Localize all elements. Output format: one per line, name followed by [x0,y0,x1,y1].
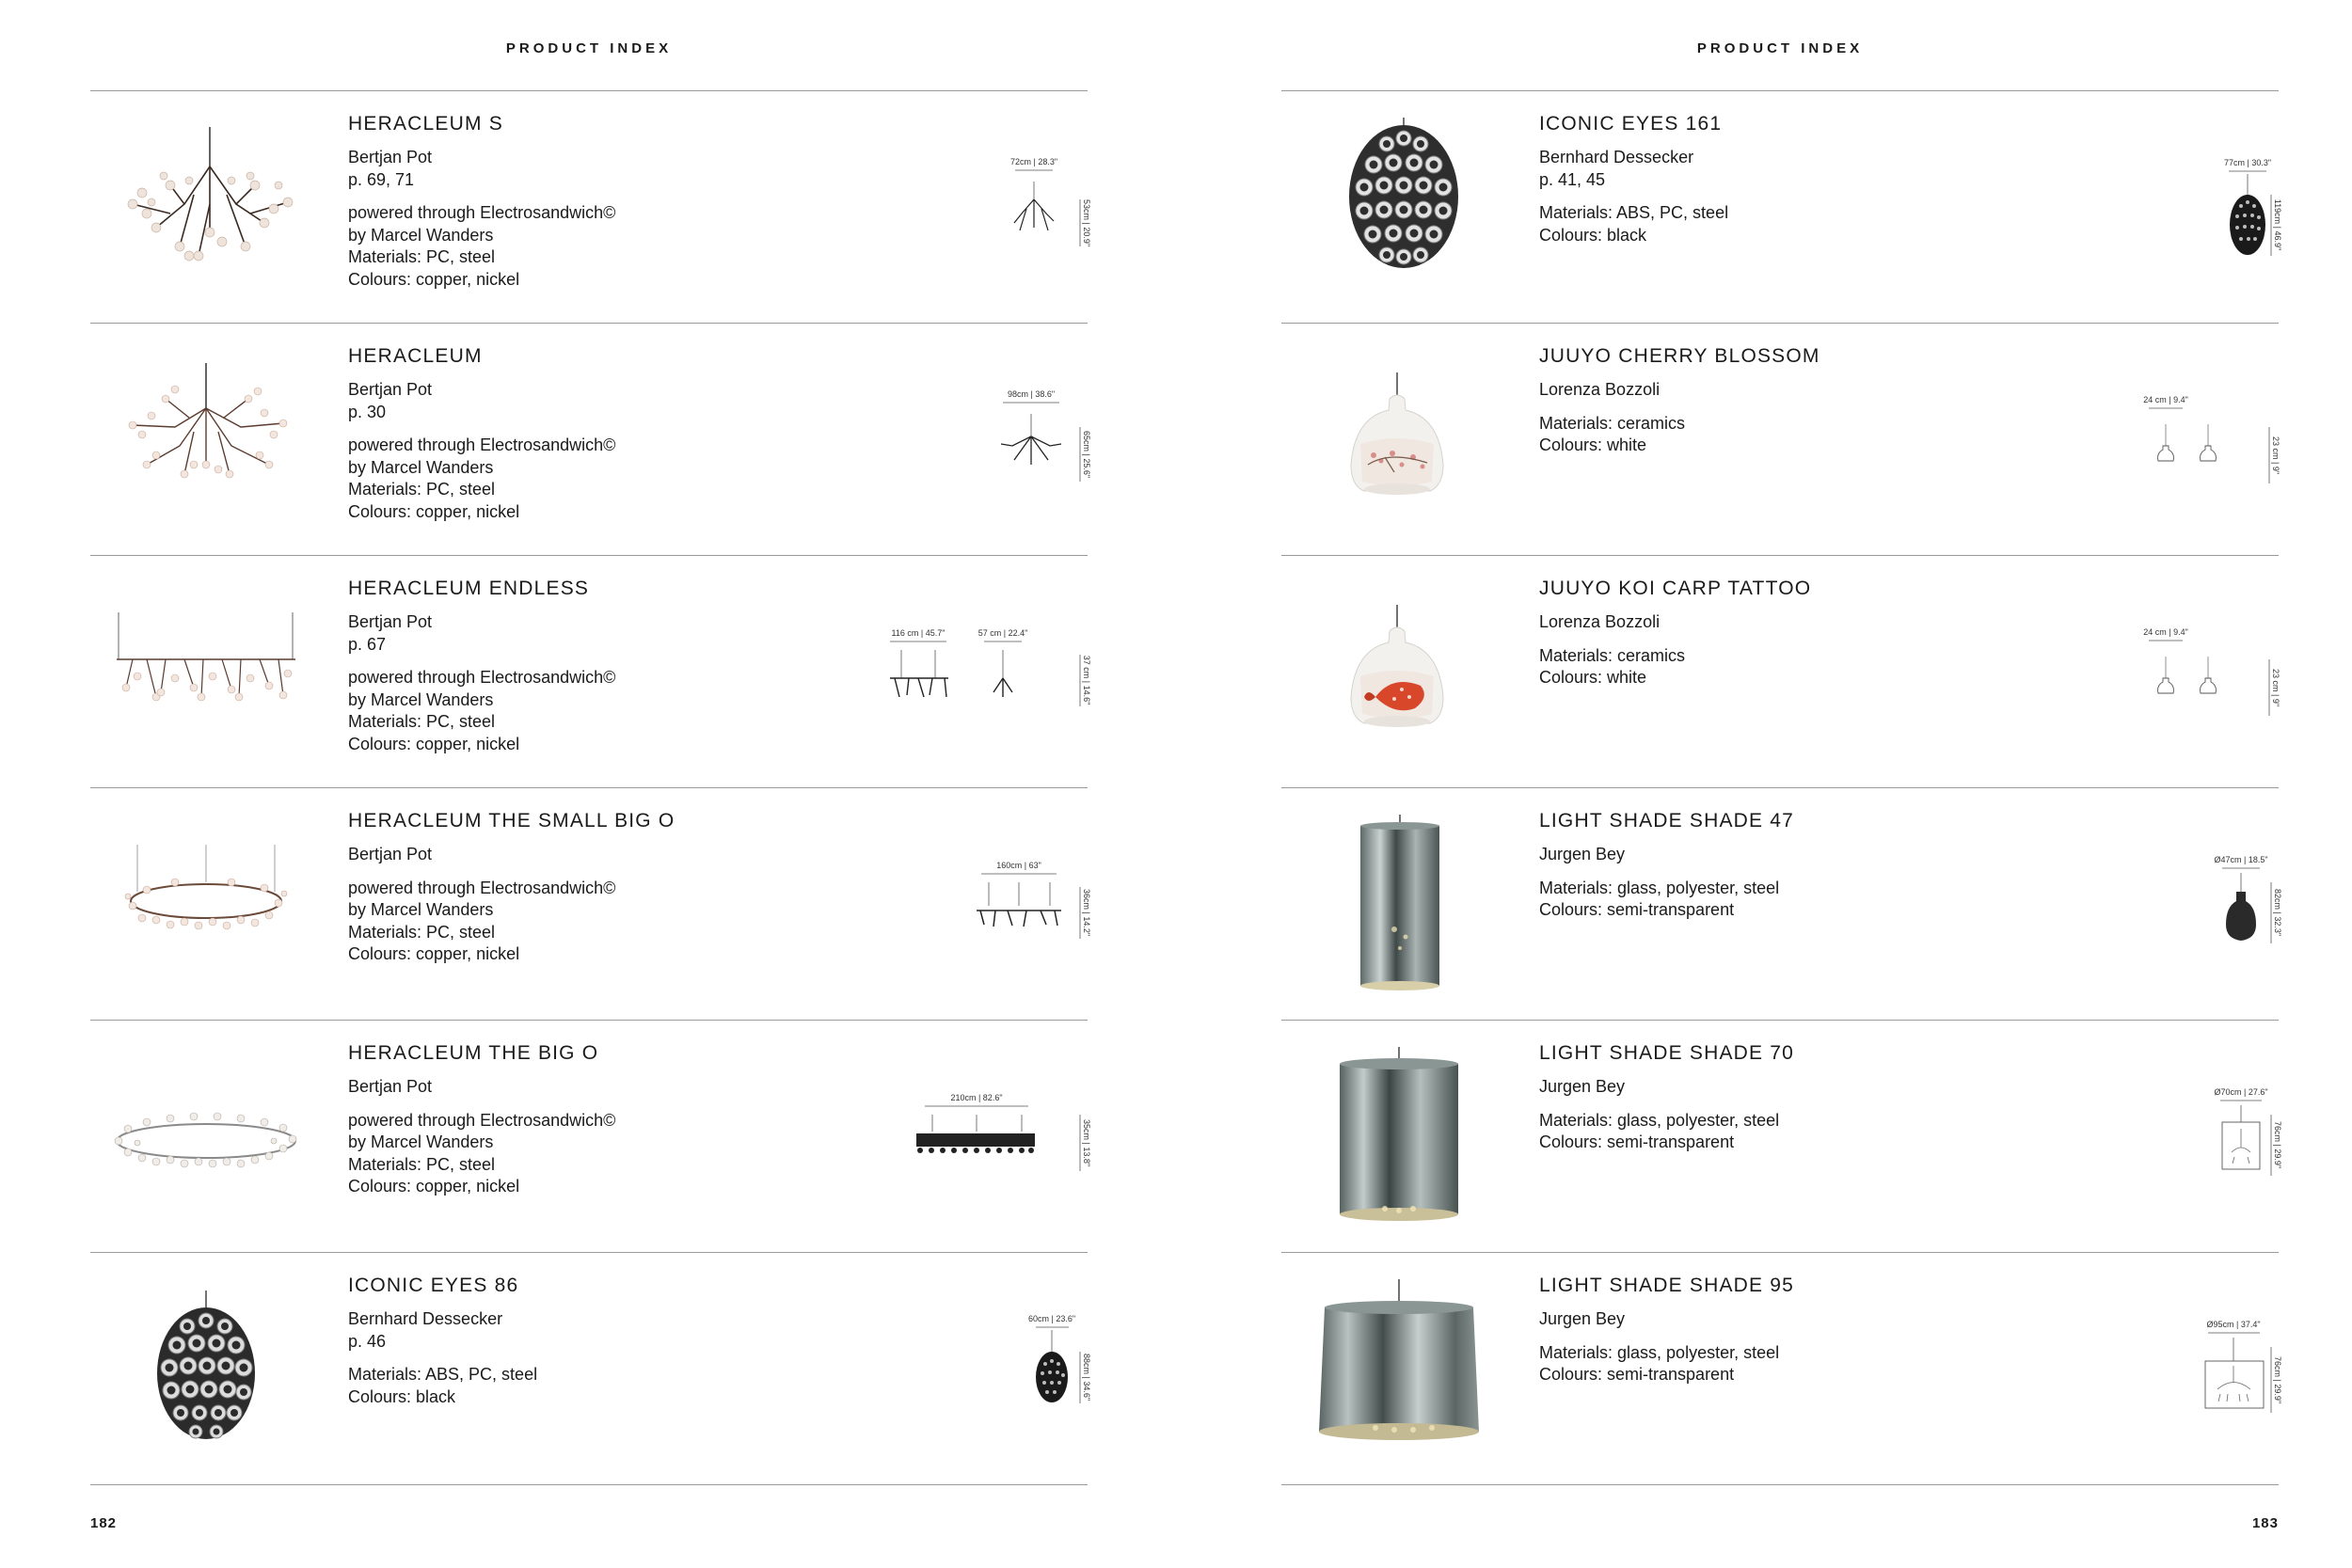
egg-pendant-icon [1281,91,1513,324]
product-colours: Colours: copper, nickel [348,269,520,289]
ring-pendant-icon [90,1021,322,1253]
product-materials: Materials: glass, polyester, steel [1539,1110,1780,1130]
svg-text:119cm | 46.9": 119cm | 46.9" [2273,198,2282,251]
heracleum-photo [90,324,322,556]
product-colours: Colours: copper, nickel [348,734,520,753]
product-powered-by: by Marcel Wanders [348,1132,494,1151]
product-colours: Colours: black [1539,225,1647,245]
left-page [90,0,1091,1568]
product-info [1539,1274,2066,1386]
product-name: ICONIC EYES 161 [1539,113,1723,135]
product-designer: Bertjan Pot [348,845,433,863]
product-name: HERACLEUM S [348,113,503,135]
product-entry [1281,1021,2282,1253]
product-info [348,1274,875,1408]
dimension-diagram [2137,556,2279,788]
svg-text:82cm | 32.3": 82cm | 32.3" [2273,888,2282,937]
product-info [348,577,875,755]
svg-text:23 cm | 9": 23 cm | 9" [2271,436,2280,475]
page-header: PRODUCT INDEX [1696,40,1864,56]
product-pages: p. 69, 71 [348,169,415,189]
product-entry [1281,556,2279,788]
svg-text:Ø95cm | 37.4": Ø95cm | 37.4" [2206,1320,2261,1329]
product-entry [90,1021,1091,1253]
product-entry [90,556,1091,788]
product-name: HERACLEUM THE BIG O [348,1042,599,1064]
product-materials: Materials: PC, steel [348,712,496,731]
svg-text:36cm | 14.2": 36cm | 14.2" [1082,888,1091,937]
light-shade-70-photo [1281,1021,1513,1253]
dimension-diagram [909,1021,1091,1253]
dimension-diagram [862,556,1091,788]
product-colours: Colours: semi-transparent [1539,1365,1735,1384]
product-materials: Materials: glass, polyester, steel [1539,878,1780,897]
product-powered-by: by Marcel Wanders [348,225,494,245]
cylinder-shade-icon [1281,788,1513,1021]
branch-linear-icon [90,556,322,788]
bell-pendant-icon [1281,556,1513,788]
product-entry [1281,788,2282,1021]
iconic-eyes-86-photo [90,1253,322,1485]
product-pages: p. 46 [348,1331,387,1351]
product-materials: Materials: PC, steel [348,922,496,942]
cylinder-shade-icon [1281,1021,1513,1253]
svg-text:24 cm | 9.4": 24 cm | 9.4" [2143,627,2188,637]
dimension-diagram [2137,324,2279,556]
product-powered-by: by Marcel Wanders [348,689,494,709]
divider [90,1484,1088,1485]
svg-text:60cm | 23.6": 60cm | 23.6" [1027,1314,1076,1323]
product-colours: Colours: copper, nickel [348,1177,520,1196]
heracleum-endless-photo [90,556,322,788]
branch-pendant-icon [90,91,322,324]
product-designer: Jurgen Bey [1539,845,1626,863]
product-designer: Lorenza Bozzoli [1539,612,1661,631]
svg-text:76cm | 29.9": 76cm | 29.9" [2273,1120,2282,1169]
dim-height: 53cm | 20.9" [1082,198,1091,247]
product-pages: p. 67 [348,634,387,654]
divider [1281,1484,2279,1485]
product-name: HERACLEUM THE SMALL BIG O [348,810,675,832]
product-designer: Bertjan Pot [348,148,433,166]
product-designer: Bernhard Dessecker [348,1309,503,1328]
product-name: HERACLEUM [348,345,483,367]
product-designer: Jurgen Bey [1539,1309,1626,1328]
product-materials: Materials: ABS, PC, steel [348,1365,538,1384]
dimension-diagram [2100,1253,2282,1485]
product-materials: Materials: glass, polyester, steel [1539,1342,1780,1362]
page-header: PRODUCT INDEX [505,40,673,56]
product-designer: Jurgen Bey [1539,1077,1626,1096]
product-name: ICONIC EYES 86 [348,1275,519,1296]
dimension-diagram [2100,91,2282,324]
product-info [1539,112,2066,246]
product-info [348,1041,875,1198]
product-info [348,112,875,291]
product-colours: Colours: white [1539,668,1647,687]
svg-text:160cm | 63": 160cm | 63" [996,861,1041,870]
product-powered-by: by Marcel Wanders [348,457,494,477]
svg-text:76cm | 29.9": 76cm | 29.9" [2273,1355,2282,1404]
dimension-diagram [909,91,1091,324]
iconic-eyes-161-photo [1281,91,1513,324]
product-powered: powered through Electrosandwich© [348,203,616,222]
product-powered: powered through Electrosandwich© [348,878,616,897]
product-entry [1281,1253,2282,1485]
svg-text:210cm | 82.6": 210cm | 82.6" [950,1093,1003,1102]
product-powered: powered through Electrosandwich© [348,1110,616,1130]
dimension-diagram [2100,1021,2282,1253]
product-materials: Materials: PC, steel [348,480,496,499]
product-powered-by: by Marcel Wanders [348,900,494,919]
dimension-diagram [909,1253,1091,1485]
product-entry [90,788,1091,1021]
svg-text:88cm | 34.6": 88cm | 34.6" [1082,1353,1091,1402]
product-pages: p. 30 [348,402,387,421]
product-name: JUUYO CHERRY BLOSSOM [1539,345,1820,367]
svg-text:77cm | 30.3": 77cm | 30.3" [2223,158,2272,167]
product-materials: Materials: ceramics [1539,413,1686,433]
product-entry [90,91,1091,324]
product-designer: Bertjan Pot [348,612,433,631]
product-entry [90,1253,1091,1485]
svg-text:116 cm | 45.7": 116 cm | 45.7" [891,628,946,638]
product-name: HERACLEUM ENDLESS [348,578,590,599]
light-shade-47-photo [1281,788,1513,1021]
svg-text:Ø47cm | 18.5": Ø47cm | 18.5" [2214,855,2268,864]
egg-pendant-icon [90,1253,322,1485]
product-entry [1281,324,2279,556]
product-designer: Bertjan Pot [348,380,433,399]
dim-width: 72cm | 28.3" [1009,157,1058,166]
product-info [1539,809,2066,922]
product-designer: Lorenza Bozzoli [1539,380,1661,399]
svg-text:Ø70cm | 27.6": Ø70cm | 27.6" [2214,1087,2268,1097]
product-colours: Colours: copper, nickel [348,501,520,521]
product-materials: Materials: ABS, PC, steel [1539,203,1729,222]
right-page [1281,0,2282,1568]
product-colours: Colours: semi-transparent [1539,900,1735,919]
svg-text:35cm | 13.8": 35cm | 13.8" [1082,1118,1091,1167]
product-materials: Materials: PC, steel [348,1154,496,1174]
product-materials: Materials: PC, steel [348,247,496,266]
product-info [348,809,875,966]
product-name: LIGHT SHADE SHADE 47 [1539,810,1795,832]
heracleum-small-big-o-photo [90,788,322,1021]
light-shade-95-photo [1281,1253,1513,1485]
svg-text:37 cm | 14.6": 37 cm | 14.6" [1082,655,1091,705]
dimension-diagram [909,788,1091,1021]
ring-pendant-icon [90,788,322,1021]
svg-text:57 cm | 22.4": 57 cm | 22.4" [977,628,1028,638]
page-number: 183 [2251,1515,2279,1531]
heracleum-s-photo [90,91,322,324]
product-materials: Materials: ceramics [1539,645,1686,665]
svg-text:24 cm | 9.4": 24 cm | 9.4" [2143,395,2188,404]
svg-text:65cm | 25.6": 65cm | 25.6" [1082,430,1091,479]
page-number: 182 [90,1515,118,1531]
heracleum-big-o-photo [90,1021,322,1253]
product-pages: p. 41, 45 [1539,169,1606,189]
product-info [348,344,875,523]
branch-pendant-icon [90,324,322,556]
product-designer: Bernhard Dessecker [1539,148,1694,166]
product-entry [90,324,1091,556]
product-info [1539,577,2066,689]
product-info [1539,1041,2066,1154]
product-name: LIGHT SHADE SHADE 70 [1539,1042,1795,1064]
product-name: JUUYO KOI CARP TATTOO [1539,578,1812,599]
svg-text:23 cm | 9": 23 cm | 9" [2271,668,2280,707]
product-entry [1281,91,2282,324]
bell-pendant-icon [1281,324,1513,556]
product-colours: Colours: white [1539,436,1647,454]
product-colours: Colours: semi-transparent [1539,1132,1735,1151]
dimension-diagram [909,324,1091,556]
product-colours: Colours: black [348,1386,456,1406]
svg-text:98cm | 38.6": 98cm | 38.6" [1007,389,1056,399]
juuyo-koi-carp-photo [1281,556,1513,788]
product-powered: powered through Electrosandwich© [348,436,616,454]
product-info [1539,344,2066,457]
product-powered: powered through Electrosandwich© [348,668,616,687]
product-designer: Bertjan Pot [348,1077,433,1096]
product-colours: Colours: copper, nickel [348,944,520,963]
cylinder-shade-icon [1281,1253,1513,1485]
juuyo-cherry-blossom-photo [1281,324,1513,556]
product-name: LIGHT SHADE SHADE 95 [1539,1275,1795,1296]
dimension-diagram [2100,788,2282,1021]
